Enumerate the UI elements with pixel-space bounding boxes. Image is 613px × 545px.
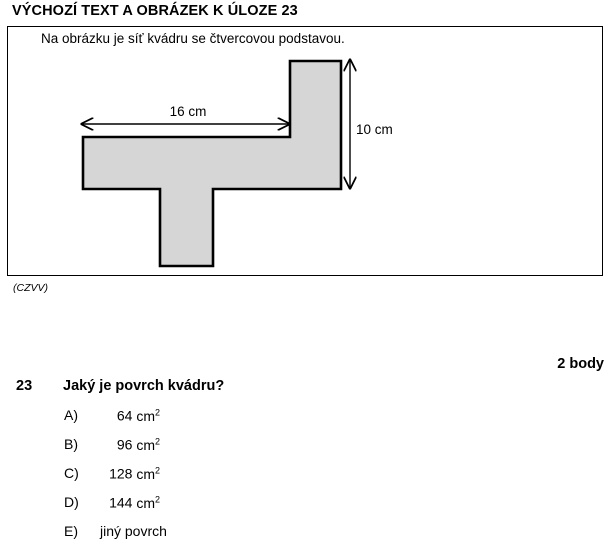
option-b[interactable] [0, 436, 300, 456]
height-label: 10 cm [356, 122, 393, 137]
question-number: 23 [16, 378, 33, 394]
cuboid-net-figure [8, 27, 604, 277]
option-letter: B) [64, 436, 78, 452]
option-value: 128 $cm^2$ [109, 465, 160, 482]
option-a[interactable] [0, 407, 300, 427]
option-value: jiný povrch [100, 523, 167, 539]
width-label: 16 cm [169, 104, 207, 119]
cuboid-net-shape [83, 61, 341, 266]
question-text: Jaký je povrch kvádru? [63, 378, 225, 394]
points-label: 2 body [557, 356, 604, 372]
option-letter: A) [64, 407, 78, 423]
option-d[interactable] [0, 494, 300, 514]
option-value: 144 $cm^2$ [109, 494, 160, 511]
option-c[interactable] [0, 465, 300, 485]
option-value: 64 $cm^2$ [116, 407, 160, 424]
source-note: (CZVV) [13, 282, 48, 294]
section-title: VÝCHOZÍ TEXT A OBRÁZEK K ÚLOZE 23 [12, 3, 298, 19]
option-e[interactable] [0, 523, 300, 543]
option-letter: E) [64, 523, 78, 539]
figure-frame [7, 26, 603, 276]
option-letter: C) [64, 465, 79, 481]
option-letter: D) [64, 494, 79, 510]
intro-text: Na obrázku je síť kvádru se čtvercovou podstavou. [41, 31, 345, 46]
option-value: 96 $cm^2$ [116, 436, 160, 453]
